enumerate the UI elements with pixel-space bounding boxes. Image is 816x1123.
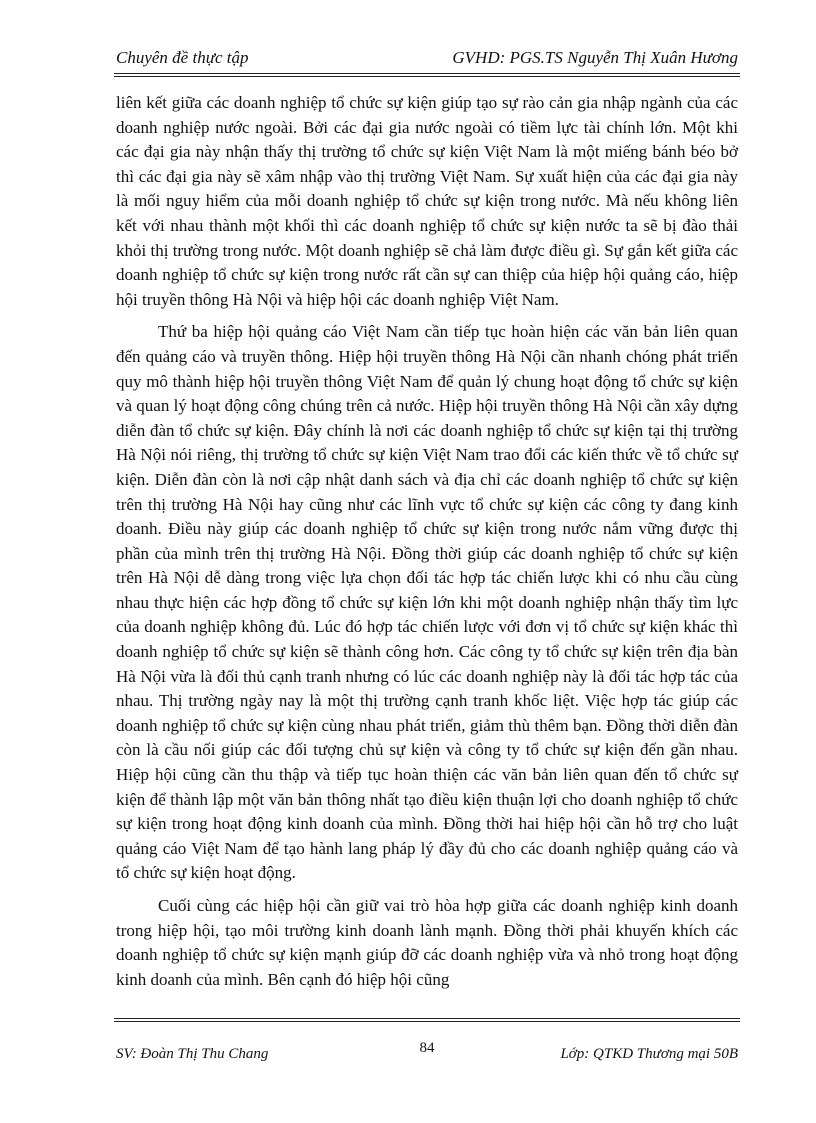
footer-rule: [114, 1018, 740, 1022]
header-supervisor: GVHD: PGS.TS Nguyễn Thị Xuân Hương: [452, 48, 738, 67]
body-paragraph-finally: Cuối cùng các hiệp hội cần giữ vai trò hòa hợp giữa các doanh nghiệp kinh doanh trong hiệp hội, tạo môi trường kinh doanh lành mạnh. Đồng thời phải khuyến khích các doanh nghiệp tổ chức sự kiện mạnh giúp đỡ các doanh nghiệp vừa và nhỏ trong hoạt động kinh doanh của mình. Bên cạnh đó hiệp hội cũng: [116, 896, 738, 989]
page-header: [114, 45, 740, 71]
header-document-type: Chuyên đề thực tập: [116, 48, 249, 67]
page-footer: [114, 1024, 740, 1064]
body-paragraph-third-point: Thứ ba hiệp hội quảng cáo Việt Nam cần tiếp tục hoàn hiện các văn bản liên quan đến quảng cáo và truyền thông. Hiệp hội truyền thông Hà Nội cần nhanh chóng phát triển quy mô thành hiệp hội truyền thông Việt Nam để quản lý chung hoạt động tổ chức sự kiện và quan lý hoạt động công chúng trên cả nước. Hiệp hội truyền thông Hà Nội cần xây dựng diễn đàn tổ chức sự kiện. Đây chính là nơi các doanh nghiệp tổ chức sự kiện tại thị trường Hà Nội nói riêng, thị trường tổ chức sự kiện Việt Nam trao đổi các kiến thức về tổ chức sự kiện. Diễn đàn còn là nơi cập nhật danh sách và địa chỉ các doanh nghiệp tổ chức sự kiện trên thị trường Hà Nội hay cũng như các lĩnh vực tổ chức sự kiện các công ty đang kinh doanh. Điều này giúp các doanh nghiệp tổ chức sự kiện trong nước nắm vững được thị phần của mình trên thị trường Hà Nội. Đồng thời giúp các doanh nghiệp tổ chức sự kiện trên Hà Nội dễ dàng trong việc lựa chọn đối tác hợp tác chiến lược khi có nhu cầu cùng nhau thực hiện các hợp đồng tổ chức sự kiện lớn khi một doanh nghiệp nhận thấy tìm lực của doanh nghiệp không đủ. Lúc đó hợp tác chiến lược với đơn vị tổ chức sự kiện khác thì doanh nghiệp tổ chức sự kiện sẽ thành công hơn. Các công ty tổ chức sự kiện trên địa bàn Hà Nội vừa là đối thủ cạnh tranh nhưng có lúc các doanh nghiệp này là đối tác hợp tác của nhau. Thị trường ngày nay là một thị trường cạnh tranh khốc liệt. Việc hợp tác giúp các doanh nghiệp tổ chức sự kiện cùng nhau phát triển, giảm thù thêm bạn. Đồng thời diễn đàn còn là cầu nối giúp các đối tượng chủ sự kiện và công ty tổ chức sự kiện đến gần nhau. Hiệp hội cũng cần thu thập và tiếp tục hoàn thiện các văn bản liên quan đến tổ chức sự kiện để thành lập một văn bản thông nhất tạo điều kiện thuận lợi cho doanh nghiệp tổ chức sự kiện trong hoạt động kinh doanh của mình. Đồng thời hai hiệp hội cần hỗ trợ cho luật quảng cáo Việt Nam để tạo hành lang pháp lý đầy đủ cho các doanh nghiệp quảng cáo và tổ chức sự kiện hoạt động.: [116, 322, 738, 883]
footer-student-name: SV: Đoàn Thị Thu Chang: [116, 1046, 269, 1062]
page-number: 84: [419, 1040, 435, 1056]
footer-class-name: Lớp: QTKD Thương mại 50B: [560, 1046, 738, 1062]
body-paragraph-continued: liên kết giữa các doanh nghiệp tổ chức sự kiện giúp tạo sự rào cản gia nhập ngành của các doanh nghiệp nước ngoài. Bởi các đại gia nước ngoài có tiềm lực tài chính lớn. Một khi các đại gia này nhận thấy thị trường tổ chức sự kiện Việt Nam là một miếng bánh béo bở thì các đại gia này sẽ xâm nhập vào thị trường Việt Nam. Sự xuất hiện của các đại gia này là mối nguy hiểm của mỗi doanh nghiệp tổ chức sự kiện trong nước. Mà nếu không liên kết với nhau thành một khối thì các doanh nghiệp tổ chức sự kiện nước ta sẽ bị đào thải khỏi thị trường trong nước. Một doanh nghiệp sẽ chả làm được điều gì. Sự gắn kết giữa các doanh nghiệp tổ chức sự kiện trong nước rất cần sự can thiệp của hiệp hội quảng cáo, hiệp hội truyền thông Hà Nội và hiệp hội các doanh nghiệp Việt Nam.: [116, 93, 738, 309]
header-rule: [114, 73, 740, 77]
page-body: [116, 91, 738, 1011]
